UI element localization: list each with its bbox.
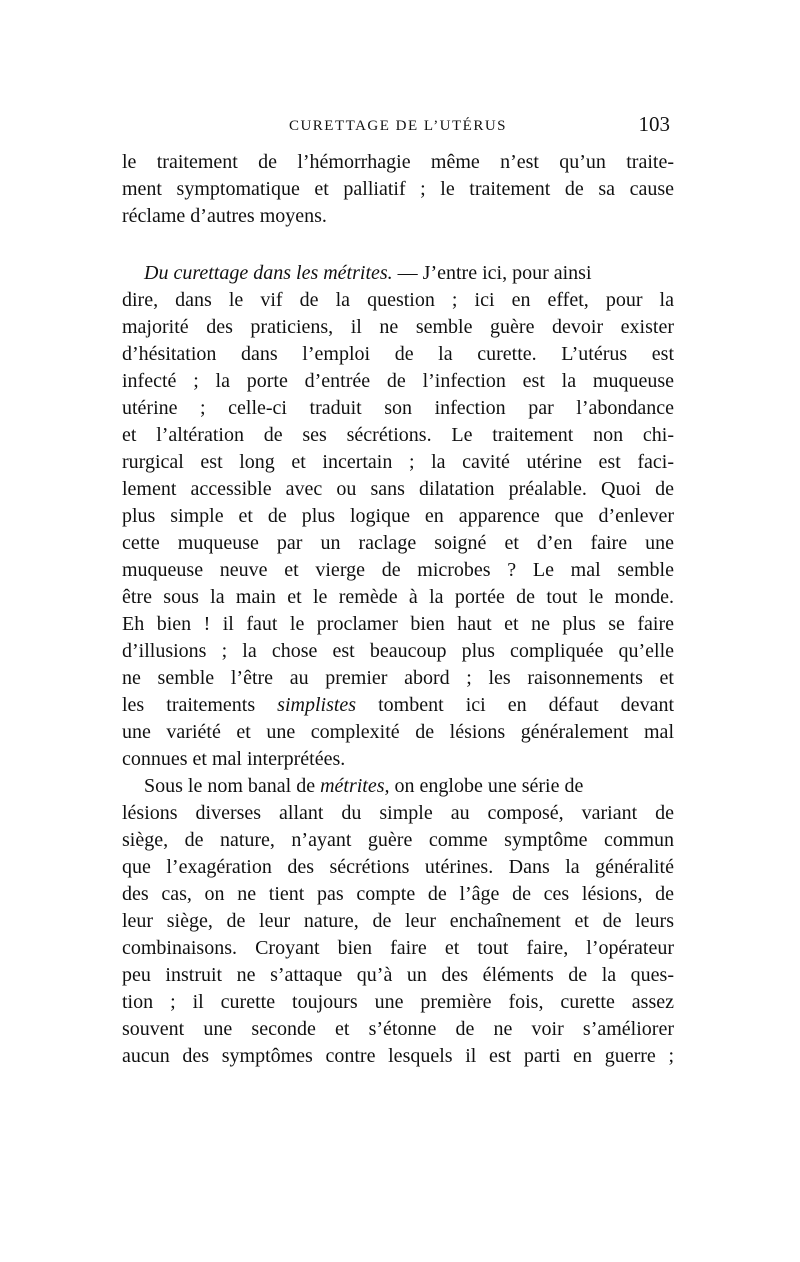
section-heading: Du curettage dans les métrites. [144, 262, 393, 284]
text-line: muqueuse neuve et vierge de microbes ? Le mal semble [122, 559, 674, 581]
text-line [122, 773, 674, 800]
text-line: combinaisons. Croyant bien faire et tout faire, l’opérateur [122, 937, 674, 959]
text-fragment: Sous le nom banal de [144, 775, 321, 797]
text-line: peu instruit ne s’attaque qu’à un des éléments de la ques- [122, 964, 674, 986]
text-line: cette muqueuse par un raclage soigné et d’en faire une [122, 532, 674, 554]
text-line: connues et mal interprétées. [122, 748, 346, 770]
text-line: tion ; il curette toujours une première fois, curette assez [122, 991, 674, 1013]
text-line: dire, dans le vif de la question ; ici en effet, pour la [122, 289, 674, 311]
page-number: 103 [638, 112, 670, 136]
page-body [122, 149, 674, 1070]
text-line: siège, de nature, n’ayant guère comme symptôme commun [122, 829, 674, 851]
paragraph-1 [122, 149, 674, 230]
text-line [122, 692, 674, 719]
page-header [122, 112, 674, 140]
text-line: être sous la main et le remède à la portée de tout le monde. [122, 586, 674, 608]
text-fragment: tombent ici en défaut devant [356, 694, 674, 716]
text-fragment: — J’entre ici, pour ainsi [392, 262, 592, 284]
running-title: CURETTAGE DE L’UTÉRUS [288, 118, 508, 134]
text-line: ne semble l’être au premier abord ; les raisonnements et [122, 667, 674, 689]
text-line: rurgical est long et incertain ; la cavité utérine est faci- [122, 451, 674, 473]
paragraph-gap [122, 230, 674, 260]
text-line: ment symptomatique et palliatif ; le traitement de sa cause [122, 178, 674, 200]
text-line: Eh bien ! il faut le proclamer bien haut et ne plus se faire [122, 613, 674, 635]
text-line: majorité des praticiens, il ne semble guère devoir exister [122, 316, 674, 338]
paragraph-3 [122, 773, 674, 1070]
text-line: le traitement de l’hémorrhagie même n’est qu’un traite- [122, 151, 674, 173]
paragraph-2 [122, 260, 674, 773]
text-line: plus simple et de plus logique en apparence que d’enlever [122, 505, 674, 527]
emphasis-text: métrites, [320, 775, 390, 797]
text-line: leur siège, de leur nature, de leur enchaînement et de leurs [122, 910, 674, 932]
text-line: d’illusions ; la chose est beaucoup plus compliquée qu’elle [122, 640, 674, 662]
text-line: des cas, on ne tient pas compte de l’âge de ces lésions, de [122, 883, 674, 905]
text-line: réclame d’autres moyens. [122, 205, 327, 227]
text-line: que l’exagération des sécrétions utérines. Dans la généralité [122, 856, 674, 878]
text-fragment: les traitements [122, 694, 278, 716]
emphasis-text: simplistes [277, 694, 357, 716]
text-line: d’hésitation dans l’emploi de la curette. L’utérus est [122, 343, 674, 365]
text-line: une variété et une complexité de lésions généralement mal [122, 721, 674, 743]
text-line: aucun des symptômes contre lesquels il est parti en guerre ; [122, 1045, 674, 1067]
text-line: lement accessible avec ou sans dilatation préalable. Quoi de [122, 478, 674, 500]
text-line: souvent une seconde et s’étonne de ne voir s’améliorer [122, 1018, 674, 1040]
text-line: et l’altération de ses sécrétions. Le traitement non chi- [122, 424, 674, 446]
text-line [122, 260, 674, 287]
text-line: lésions diverses allant du simple au composé, variant de [122, 802, 674, 824]
text-line: utérine ; celle-ci traduit son infection par l’abondance [122, 397, 674, 419]
text-line: infecté ; la porte d’entrée de l’infection est la muqueuse [122, 370, 674, 392]
text-fragment: on englobe une série de [389, 775, 584, 797]
